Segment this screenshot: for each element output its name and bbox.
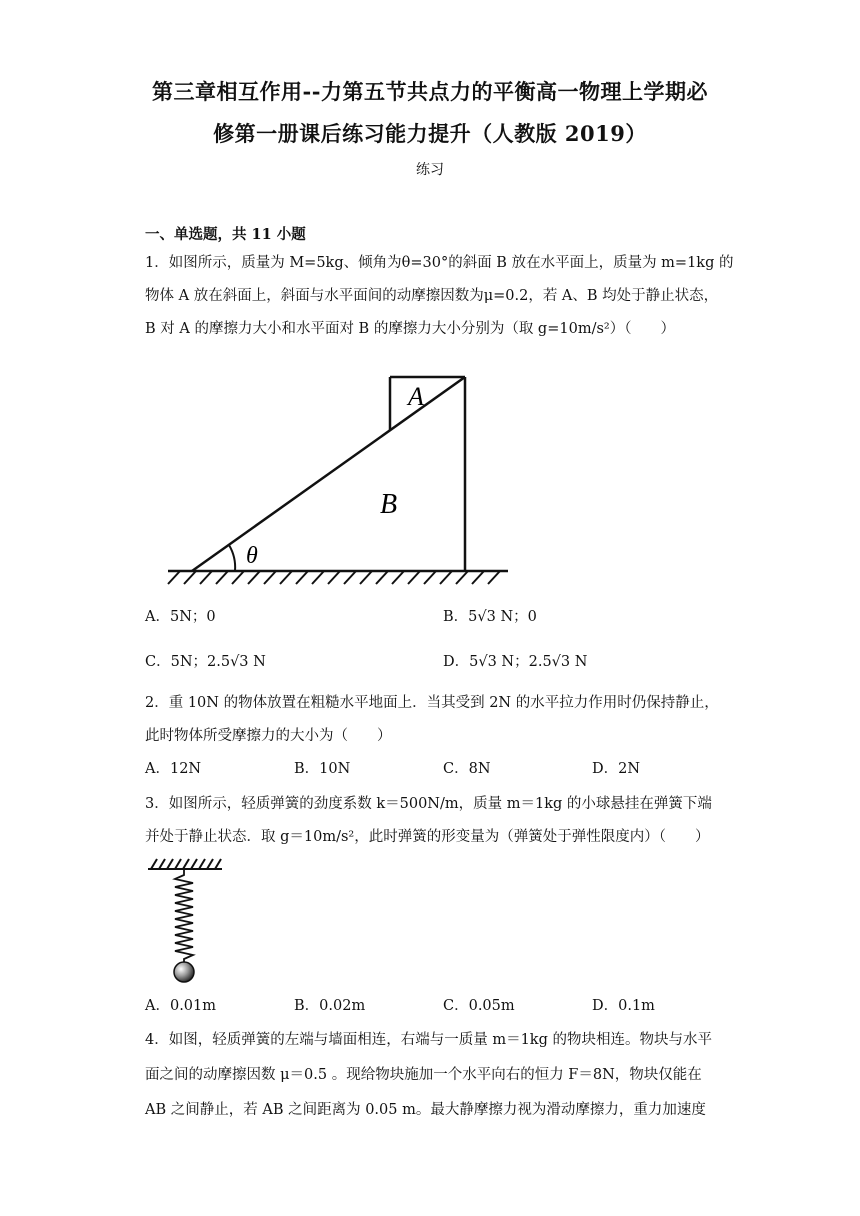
spring-coil <box>175 869 193 963</box>
angle-theta-label: θ <box>246 543 258 569</box>
q2-option-a: A．12N <box>145 761 202 777</box>
ground-hatching <box>168 571 500 584</box>
q2-option-c: C．8N <box>443 761 491 777</box>
document-subtitle: 练习 <box>416 162 444 178</box>
q1-text-line-3: B 对 A 的摩擦力大小和水平面对 B 的摩擦力大小分别为（取 g=10m/s²）（ ） <box>145 321 675 337</box>
q3-text-line-2: 并处于静止状态．取 g＝10m/s²，此时弹簧的形变量为（弹簧处于弹性限度内）（ ） <box>145 829 710 845</box>
q2-option-b: B．10N <box>294 761 351 777</box>
angle-arc <box>229 545 235 571</box>
q4-text-line-2: 面之间的动摩擦因数 μ＝0.5 。现给物块施加一个水平向右的恒力 F＝8N，物块仅能在 <box>145 1067 702 1083</box>
document-title-line-2: 修第一册课后练习能力提升（人教版 2019） <box>213 121 647 146</box>
q2-text-line-1: 2．重 10N 的物体放置在粗糙水平地面上．当其受到 2N 的水平拉力作用时仍保持静止， <box>145 695 719 711</box>
q4-text-line-1: 4．如图，轻质弹簧的左端与墙面相连，右端与一质量 m＝1kg 的物块相连。物块与水平 <box>145 1032 712 1048</box>
q2-text-line-2: 此时物体所受摩擦力的大小为（ ） <box>145 728 392 744</box>
q1-text-line-2: 物体 A 放在斜面上，斜面与水平面间的动摩擦因数为μ=0.2，若 A、B 均处于静止状态， <box>145 288 719 304</box>
hanging-ball <box>174 962 194 982</box>
q3-option-c: C．0.05m <box>443 998 515 1014</box>
q1-option-c: C．5N；2.5√3 N <box>145 654 266 670</box>
q1-text-line-1: 1．如图所示，质量为 M=5kg、倾角为θ=30°的斜面 B 放在水平面上，质量为 m=1kg 的 <box>145 255 734 271</box>
incline-slope-line <box>192 377 465 571</box>
q1-option-a: A．5N；0 <box>145 609 216 625</box>
incline-figure <box>160 370 520 595</box>
q1-option-b: B．5√3 N；0 <box>443 609 537 625</box>
document-title-line-1: 第三章相互作用--力第五节共点力的平衡高一物理上学期必 <box>152 79 708 104</box>
section-heading: 一、单选题，共 11 小题 <box>145 226 306 243</box>
q3-option-b: B．0.02m <box>294 998 366 1014</box>
q3-text-line-1: 3．如图所示，轻质弹簧的劲度系数 k＝500N/m，质量 m＝1kg 的小球悬挂在弹簧下端 <box>145 796 712 812</box>
q4-text-line-3: AB 之间静止，若 AB 之间距离为 0.05 m。最大静摩擦力视为滑动摩擦力，重力加速度 <box>145 1102 706 1118</box>
q3-option-d: D．0.1m <box>592 998 655 1014</box>
ceiling-hatching <box>151 859 221 869</box>
incline-b-label: B <box>380 489 398 520</box>
block-a-label: A <box>408 382 424 411</box>
q3-option-a: A．0.01m <box>145 998 217 1014</box>
q1-option-d: D．5√3 N；2.5√3 N <box>443 654 588 670</box>
spring-figure <box>145 855 225 985</box>
q2-option-d: D．2N <box>592 761 641 777</box>
